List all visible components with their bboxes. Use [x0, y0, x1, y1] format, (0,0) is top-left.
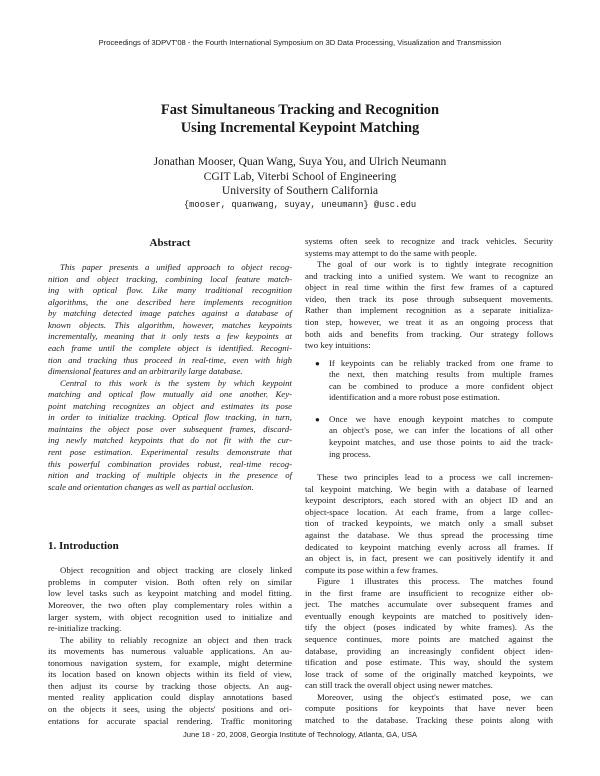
right-column: [305, 236, 553, 727]
text-line: keypoint descriptors, each stored with an object ID and an: [305, 495, 553, 506]
bullet-dot-icon: ●: [315, 358, 320, 368]
text-line: an object's pose, we can infer the locations of all other: [329, 425, 553, 436]
text-line: maintains the object pose over subsequent frames, discard-: [48, 423, 292, 434]
paper-title: [0, 101, 600, 137]
text-line: Central to this work is the system by which keypoint: [60, 377, 292, 388]
text-line: the next, then matching results from multiple frames: [329, 369, 553, 380]
text-line: larger system, with object recognition used to initialize and: [48, 611, 292, 622]
abstract-heading: Abstract: [149, 237, 191, 249]
text-line: ject. The matches accumulate over subsequent frames and: [305, 599, 553, 610]
text-line: object in real time within the first few frames of a captured: [305, 282, 553, 293]
footer: June 18 - 20, 2008, Georgia Institute of Technology, Atlanta, GA, USA: [182, 730, 417, 739]
text-line: an object is, in fact, present we can positively identify it and: [305, 553, 553, 564]
text-line: both aids and benefits from tracking. Our strategy follows: [305, 328, 553, 339]
text-line: tify the object (poses indicated by white frames). As the: [305, 622, 553, 633]
text-line: in order to initialize tracking. Optical flow tracking, in turn,: [48, 412, 292, 423]
text-line: mented reality application could display annotations based: [48, 692, 292, 703]
introduction-body: [48, 565, 292, 727]
text-line: scale and orientation changes as well as partial occlusion.: [48, 481, 254, 492]
text-line: The goal of our work is to tightly integrate recognition: [317, 259, 553, 270]
text-line: The ability to reliably recognize an object and then track: [60, 634, 292, 645]
text-line: against the database. We thus spread the processing time: [305, 529, 553, 540]
title-line: Using Incremental Keypoint Matching: [180, 120, 420, 136]
text-line: algorithms, the one described here implements recognition: [48, 296, 292, 307]
text-line: Rather than implement recognition as a separate initializa-: [305, 305, 553, 316]
text-line: incrementally, meaning that it only tests a few keypoints at: [48, 331, 292, 342]
text-line: entations for accurate spacial rendering. Traffic monitoring: [48, 715, 292, 726]
text-line: Figure 1 illustrates this process. The matches found: [317, 576, 553, 587]
text-line: dedicated to keypoint matching evenly across all frames. If: [305, 541, 553, 552]
text-line: problems in computer vision. Both often rely on similar: [48, 576, 292, 587]
text-line: tion step, however, we treat it as an ongoing process that: [305, 316, 553, 327]
text-line: each frame until the complete object is identified. Recogni-: [48, 342, 292, 353]
text-line: low level tasks such as keypoint matching and model fitting.: [48, 588, 292, 599]
text-line: tonomous navigation system, for example, might determine: [48, 657, 292, 668]
text-line: two key intuitions:: [305, 340, 371, 351]
text-line: matched to the database. Tracking these points along with: [305, 714, 553, 725]
text-line: Once we have enough keypoint matches to compute: [329, 413, 553, 424]
abstract-body: [48, 262, 292, 493]
text-line: database, providing an increasingly confident object iden-: [305, 645, 553, 656]
text-line: ing process.: [329, 448, 371, 459]
text-line: keypoint matches, and use those points to aid the track-: [329, 437, 553, 447]
text-line: its movements has numerous valuable applications. An au-: [48, 646, 292, 657]
introduction-heading: 1. Introduction: [48, 540, 119, 553]
text-line: can still track the overall object using newer matches.: [305, 680, 493, 691]
text-line: tion of tracked keypoints, we match only a small subset: [305, 518, 553, 529]
text-line: identification and a more robust pose estimation.: [329, 392, 500, 403]
intuition-list: [305, 358, 553, 461]
text-line: known objects. This algorithm, however, matches keypoints: [48, 319, 292, 330]
bullet-dot-icon: ●: [315, 414, 320, 424]
text-line: nition and tracking of multiple objects in the presence of: [48, 470, 292, 481]
text-line: sequence continues, more points are matched against the: [305, 634, 553, 644]
text-line: tion and tracking thus proceed in real-time, even with high: [48, 354, 292, 365]
text-line: lose track of some of the originally matched keypoints, we: [305, 668, 553, 679]
author-names: Jonathan Mooser, Quan Wang, Suya You, and Ulrich Neumann: [153, 155, 447, 168]
text-line: compute its pose within a few frames.: [305, 564, 438, 575]
text-line: systems often seek to recognize and track vehicles. Security: [305, 236, 553, 246]
text-line: and tracking into a unified system. We want to recognize an: [305, 270, 553, 281]
text-line: its location based on known objects within its field of view,: [48, 669, 292, 680]
text-line: tal keypoint matching. We begin with a database of learned: [305, 483, 553, 494]
list-item: [305, 358, 553, 404]
text-line: compute positions for keypoints that have never been: [305, 703, 553, 714]
text-line: by matching detected image patches against a database of: [48, 308, 292, 319]
text-line: eventually enough keypoints are matched to positively iden-: [305, 610, 553, 621]
text-line: matching and optical flow mutually aid one another. Key-: [48, 389, 292, 400]
text-line: rent pose estimation. Experimental results demonstrate that: [48, 447, 292, 457]
text-line: If keypoints can be reliably tracked from one frame to: [329, 357, 553, 368]
text-line: object-space location. At each frame, from a large collec-: [305, 506, 553, 517]
text-line: tification and pose estimate. This way, should the system: [305, 657, 553, 668]
text-line: These two principles lead to a process we call incremen-: [317, 472, 553, 483]
title-line: Fast Simultaneous Tracking and Recognition: [160, 102, 440, 118]
text-line: point matching recognizes an object and estimates its pose: [48, 400, 292, 411]
text-line: This paper presents a unified approach to object recog-: [60, 262, 292, 272]
author-emails: {mooser, quanwang, suyay, uneumann} @usc.edu: [183, 199, 417, 210]
list-item: [305, 414, 553, 460]
left-column: [48, 236, 292, 727]
text-line: Moreover, using the object's estimated pose, we can: [317, 691, 553, 702]
text-line: then adjust its course by tracking those objects. An aug-: [48, 680, 292, 691]
text-line: ing with optical flow. Like many traditional recognition: [48, 285, 292, 296]
text-line: systems may attempt to do the same with people.: [305, 247, 477, 258]
text-line: nition and object tracking, combining local feature match-: [48, 273, 292, 284]
text-line: dimensional features and an arbitrarily large database.: [48, 366, 243, 377]
text-line: can be combined to produce a more confident object: [329, 380, 553, 391]
text-line: Moreover, the two often play complementary roles within a: [48, 599, 292, 610]
text-line: in the first frame are insufficient to recognize either ob-: [305, 587, 553, 598]
affiliation-lab: CGIT Lab, Viterbi School of Engineering: [203, 169, 397, 183]
text-line: Object recognition and object tracking are closely linked: [60, 565, 292, 576]
text-line: this powerful combination provides robust, real-time recog-: [48, 458, 292, 469]
text-line: on the objects it sees, using the objects' positions and ori-: [48, 704, 292, 714]
affiliation-university: University of Southern California: [221, 184, 379, 197]
author-block: [0, 155, 600, 212]
text-line: re-initialize tracking.: [48, 623, 122, 634]
running-header: Proceedings of 3DPVT'08 - the Fourth International Symposium on 3D Data Processing, Visualization and Transmission: [98, 38, 502, 47]
text-line: video, then track its pose through subsequent movements.: [305, 293, 553, 304]
text-line: ing newly matched keypoints that do not fit with the cur-: [48, 435, 292, 446]
